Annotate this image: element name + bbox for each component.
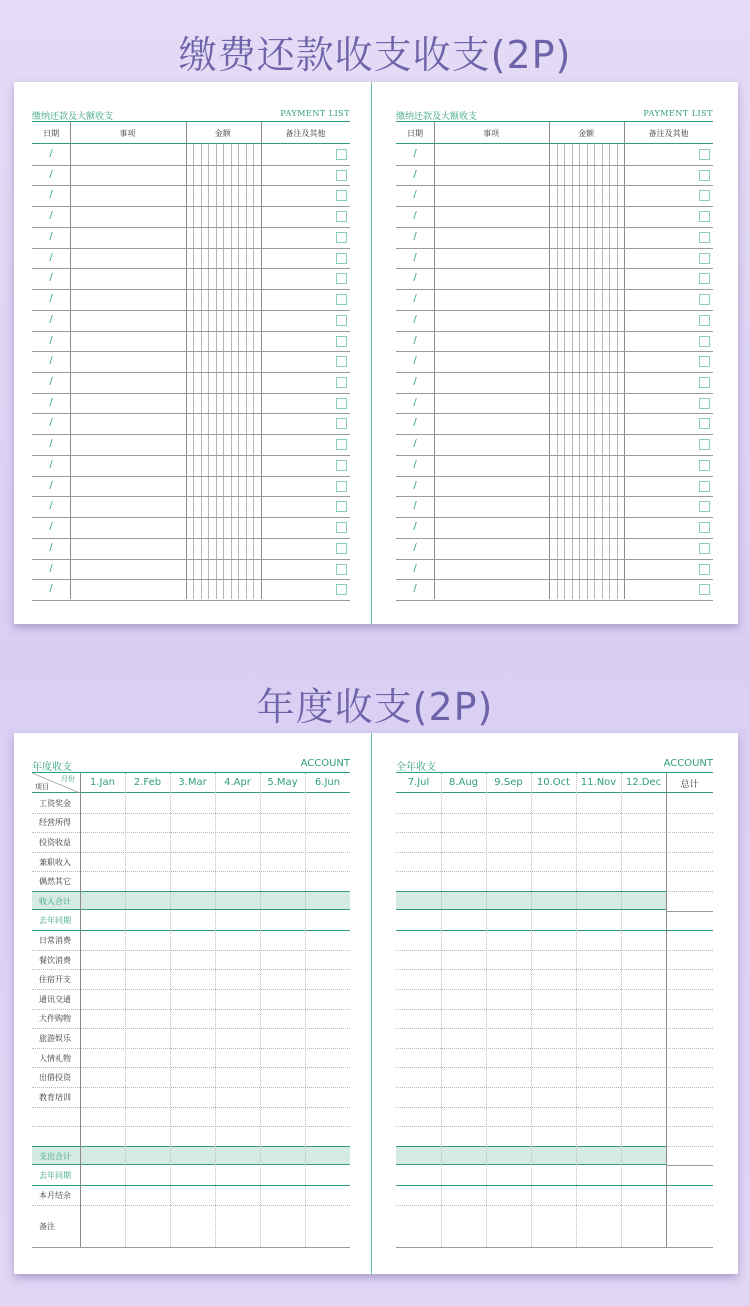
- column-header: 日期: [407, 129, 424, 138]
- checkbox: [336, 418, 347, 429]
- payment-table: [396, 121, 713, 599]
- checkbox: [336, 232, 347, 243]
- payment-table-header: [396, 122, 713, 144]
- checkbox: [336, 564, 347, 575]
- payment-list-title: 缴纳还款及大额收支: [396, 112, 478, 122]
- checkbox: [336, 522, 347, 533]
- checkbox: [336, 501, 347, 512]
- payment-row-line: [396, 310, 713, 311]
- corner-label-month: 月份: [61, 775, 75, 783]
- date-slash: /: [49, 334, 53, 346]
- payment-row-line: [32, 559, 350, 560]
- account-table: [32, 772, 350, 1245]
- month-header: 10.Oct: [536, 777, 571, 788]
- checkbox: [699, 543, 710, 554]
- date-slash: /: [413, 562, 417, 574]
- row-label: 教育培训: [39, 1092, 71, 1102]
- payment-list-spread: [14, 82, 738, 624]
- row-label: 住宿开支: [39, 975, 71, 985]
- checkbox: [699, 253, 710, 264]
- checkbox: [336, 273, 347, 284]
- payment-row-line: [396, 434, 713, 435]
- date-slash: /: [413, 458, 417, 470]
- date-slash: /: [49, 479, 53, 491]
- payment-row-line: [396, 455, 713, 456]
- payment-row-line: [396, 579, 713, 580]
- payment-row-line: [32, 434, 350, 435]
- row-label: 大件购物: [39, 1014, 71, 1024]
- date-slash: /: [49, 562, 53, 574]
- checkbox: [699, 232, 710, 243]
- row-label: 通讯交通: [39, 994, 71, 1004]
- month-header: 2.Feb: [133, 777, 162, 788]
- date-slash: /: [413, 272, 417, 284]
- account-spread: [14, 733, 738, 1274]
- month-header: 4.Apr: [224, 777, 251, 788]
- payment-row-line: [32, 331, 350, 332]
- date-slash: /: [49, 355, 53, 367]
- checkbox: [699, 273, 710, 284]
- total-column-divider: [666, 773, 667, 1247]
- payment-table-header: [32, 122, 350, 144]
- column-header: 备注及其他: [648, 129, 689, 138]
- payment-row-line: [396, 185, 713, 186]
- account-table: [396, 772, 713, 1245]
- month-header: 1.Jan: [90, 777, 115, 788]
- payment-row-line: [396, 476, 713, 477]
- column-divider: [70, 122, 71, 599]
- date-slash: /: [413, 168, 417, 180]
- date-slash: /: [413, 313, 417, 325]
- date-slash: /: [413, 189, 417, 201]
- date-slash: /: [49, 251, 53, 263]
- corner-label-item: 项目: [35, 783, 49, 791]
- date-slash: /: [49, 148, 53, 159]
- payment-row-line: [396, 165, 713, 166]
- payment-row-line: [396, 517, 713, 518]
- row-label: 兼职收入: [39, 857, 71, 867]
- payment-row-line: [32, 579, 350, 580]
- date-slash: /: [49, 500, 53, 512]
- checkbox: [336, 356, 347, 367]
- row-line: [32, 1247, 350, 1248]
- payment-row-line: [32, 185, 350, 186]
- payment-row-line: [396, 372, 713, 373]
- month-column-divider: [170, 773, 171, 1247]
- checkbox: [699, 501, 710, 512]
- date-slash: /: [413, 251, 417, 263]
- checkbox: [699, 315, 710, 326]
- checkbox: [336, 253, 347, 264]
- payment-row-line: [396, 351, 713, 352]
- payment-row-line: [396, 206, 713, 207]
- account-page-left: [32, 733, 350, 1274]
- month-header: 9.Sep: [494, 777, 523, 788]
- payment-page-right: [396, 82, 713, 624]
- payment-row-line: [396, 289, 713, 290]
- payment-row-line: [32, 206, 350, 207]
- month-header: 7.Jul: [407, 777, 430, 788]
- date-slash: /: [49, 417, 53, 429]
- checkbox: [699, 439, 710, 450]
- checkbox: [699, 336, 710, 347]
- payment-row-line: [396, 227, 713, 228]
- month-header: 8.Aug: [448, 777, 479, 788]
- payment-row-line: [32, 227, 350, 228]
- month-column-divider: [305, 773, 306, 1247]
- payment-row-line: [32, 538, 350, 539]
- date-slash: /: [49, 189, 53, 201]
- checkbox: [336, 211, 347, 222]
- payment-row-line: [396, 248, 713, 249]
- date-slash: /: [49, 230, 53, 242]
- date-slash: /: [413, 479, 417, 491]
- checkbox: [699, 460, 710, 471]
- account-title: 年度收支: [32, 762, 72, 773]
- month-column-divider: [260, 773, 261, 1247]
- column-header: 金额: [214, 129, 231, 138]
- checkbox: [336, 336, 347, 347]
- payment-row-line: [32, 455, 350, 456]
- row-label: 旅游娱乐: [39, 1034, 71, 1043]
- checkbox: [699, 377, 710, 388]
- payment-row-line: [32, 476, 350, 477]
- row-label: 支出合计: [39, 1151, 71, 1161]
- date-slash: /: [49, 293, 53, 305]
- row-label: 人情礼物: [39, 1053, 71, 1063]
- payment-row-line: [32, 413, 350, 414]
- row-label: 投资收益: [39, 838, 71, 847]
- date-slash: /: [413, 293, 417, 305]
- date-slash: /: [413, 500, 417, 512]
- checkbox: [336, 439, 347, 450]
- payment-page-left: [32, 82, 350, 624]
- date-slash: /: [49, 438, 53, 450]
- month-header: 3.Mar: [178, 777, 207, 788]
- month-header: 6.Jun: [314, 777, 341, 788]
- row-label: 本月结余: [39, 1190, 71, 1200]
- checkbox: [336, 315, 347, 326]
- spine: [371, 733, 372, 1274]
- checkbox: [699, 149, 710, 160]
- column-header: 日期: [43, 129, 60, 138]
- checkbox: [336, 149, 347, 160]
- checkbox: [699, 170, 710, 181]
- payment-row-line: [32, 165, 350, 166]
- date-slash: /: [413, 148, 417, 159]
- checkbox: [336, 190, 347, 201]
- row-label: 日常消费: [39, 936, 71, 945]
- column-divider: [434, 122, 435, 599]
- date-slash: /: [413, 376, 417, 387]
- date-slash: /: [49, 272, 53, 284]
- account-title-en: ACCOUNT: [663, 758, 713, 769]
- month-header: 11.Nov: [580, 777, 617, 788]
- column-divider: [261, 122, 262, 599]
- checkbox: [699, 481, 710, 492]
- payment-row-line: [32, 600, 350, 601]
- row-label: 去年同期: [39, 916, 71, 926]
- payment-row-line: [32, 517, 350, 518]
- checkbox: [699, 356, 710, 367]
- payment-row-line: [32, 496, 350, 497]
- payment-row-line: [396, 559, 713, 560]
- payment-list-title-en: PAYMENT LIST: [280, 109, 350, 118]
- payment-row-line: [396, 393, 713, 394]
- month-column-divider: [125, 773, 126, 1247]
- checkbox: [699, 294, 710, 305]
- row-label: 备注: [39, 1221, 55, 1231]
- date-slash: /: [49, 376, 53, 387]
- payment-row-line: [396, 268, 713, 269]
- date-slash: /: [49, 541, 53, 553]
- subtotal-line: [666, 911, 713, 912]
- column-header: 金额: [578, 129, 595, 138]
- date-slash: /: [413, 438, 417, 450]
- month-column-divider: [576, 773, 577, 1247]
- section-title-payment: 缴费还款收支收支(2P): [178, 33, 572, 77]
- month-header: 12.Dec: [625, 777, 662, 788]
- checkbox: [336, 481, 347, 492]
- date-slash: /: [49, 168, 53, 180]
- row-label: 出借投资: [39, 1073, 71, 1083]
- payment-row-line: [32, 310, 350, 311]
- checkbox: [336, 377, 347, 388]
- payment-row-line: [32, 289, 350, 290]
- section-title-account: 年度收支(2P): [256, 685, 494, 729]
- payment-table: [32, 121, 350, 599]
- subtotal-line: [666, 1165, 713, 1166]
- date-slash: /: [413, 230, 417, 242]
- date-slash: /: [49, 521, 53, 533]
- date-slash: /: [413, 541, 417, 553]
- row-label: 餐饮消费: [39, 955, 71, 965]
- payment-row-line: [32, 351, 350, 352]
- row-label: 经营所得: [39, 818, 71, 828]
- month-column-divider: [215, 773, 216, 1247]
- month-header: 5.May: [267, 777, 298, 788]
- date-slash: /: [413, 521, 417, 533]
- payment-row-line: [32, 268, 350, 269]
- checkbox: [699, 522, 710, 533]
- payment-list-title-en: PAYMENT LIST: [643, 109, 713, 118]
- payment-row-line: [396, 538, 713, 539]
- account-title: 全年收支: [396, 762, 436, 773]
- month-column-divider: [531, 773, 532, 1247]
- checkbox: [336, 584, 347, 595]
- payment-row-line: [32, 372, 350, 373]
- column-header: 事项: [119, 129, 136, 138]
- row-label: 工资奖金: [39, 798, 71, 808]
- row-label: 去年同期: [39, 1171, 71, 1181]
- date-slash: /: [49, 210, 53, 222]
- checkbox: [336, 398, 347, 409]
- checkbox: [336, 170, 347, 181]
- checkbox: [336, 294, 347, 305]
- date-slash: /: [413, 417, 417, 429]
- payment-row-line: [32, 248, 350, 249]
- date-slash: /: [49, 313, 53, 325]
- date-slash: /: [413, 210, 417, 222]
- payment-row-line: [396, 413, 713, 414]
- month-column-divider: [621, 773, 622, 1247]
- month-column-divider: [441, 773, 442, 1247]
- label-column-divider: [80, 773, 81, 1247]
- payment-list-title: 缴纳还款及大额收支: [32, 112, 114, 122]
- payment-row-line: [396, 600, 713, 601]
- payment-row-line: [396, 496, 713, 497]
- row-label: 偶然其它: [39, 877, 71, 887]
- date-slash: /: [413, 583, 417, 595]
- checkbox: [699, 211, 710, 222]
- account-page-right: [396, 733, 713, 1274]
- checkbox: [336, 460, 347, 471]
- checkbox: [699, 584, 710, 595]
- account-title-en: ACCOUNT: [300, 758, 350, 769]
- month-column-divider: [486, 773, 487, 1247]
- date-slash: /: [49, 396, 53, 408]
- checkbox: [699, 398, 710, 409]
- spine: [371, 82, 372, 624]
- checkbox: [699, 418, 710, 429]
- column-divider: [624, 122, 625, 599]
- date-slash: /: [413, 355, 417, 367]
- date-slash: /: [49, 458, 53, 470]
- column-divider: [549, 122, 550, 599]
- date-slash: /: [413, 334, 417, 346]
- column-header: 备注及其他: [285, 129, 326, 138]
- checkbox: [336, 543, 347, 554]
- payment-row-line: [396, 331, 713, 332]
- column-divider: [186, 122, 187, 599]
- header-corner-cell: [32, 773, 80, 793]
- checkbox: [699, 564, 710, 575]
- checkbox: [699, 190, 710, 201]
- column-header: 事项: [483, 129, 500, 138]
- date-slash: /: [413, 396, 417, 408]
- row-line: [396, 1247, 713, 1248]
- date-slash: /: [49, 583, 53, 595]
- total-header: 总计: [680, 780, 699, 790]
- payment-row-line: [32, 393, 350, 394]
- row-label: 收入合计: [39, 896, 71, 906]
